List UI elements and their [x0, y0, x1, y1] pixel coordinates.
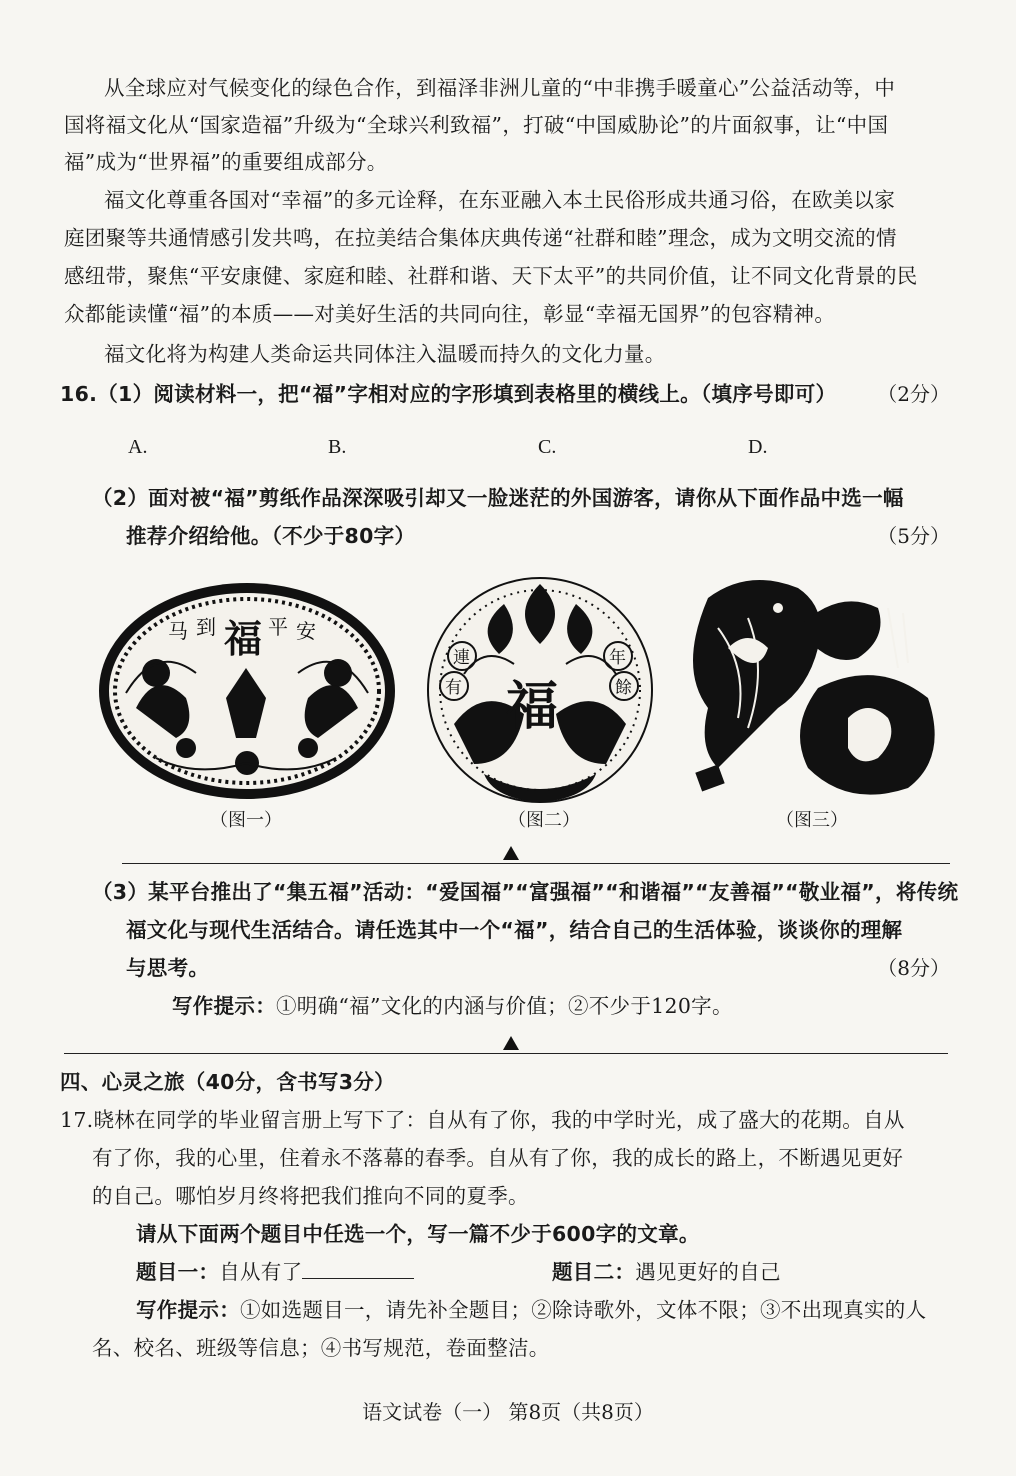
q17-line2: 有了你，我的心里，住着永不落幕的春季。自从有了你，我的成长的路上，不断遇见更好: [92, 1146, 904, 1170]
answer-area-marker-2: [503, 1036, 519, 1050]
passage-p2-line3: 感纽带，聚焦“平安康健、家庭和睦、社群和谐、天下太平”的共同价值，让不同文化背景的民: [64, 264, 918, 288]
fig2-char-nian: 年: [609, 648, 626, 668]
option-c: C.: [538, 436, 557, 458]
q16-hint: [172, 988, 1016, 1024]
answer-line-2: [64, 1053, 948, 1054]
fig2-main-fu: 福: [506, 676, 559, 737]
q16-part3-line2: 福文化与现代生活结合。请任选其中一个“福”，结合自己的生活体验，谈谈你的理解: [126, 918, 903, 942]
page-footer: 语文试卷（一） 第8页（共8页）: [362, 1400, 654, 1424]
q16-part2-line1: （2）面对被“福”剪纸作品深深吸引却又一脸迷茫的外国游客，请你从下面作品中选一幅: [92, 486, 904, 510]
fig1-char-dao: 到: [196, 615, 216, 639]
q16-part1-score: （2分）: [877, 382, 950, 406]
figure-3-caption: （图三）: [776, 810, 848, 831]
option-a: A.: [128, 436, 148, 458]
answer-area-marker-1: [503, 846, 519, 860]
q16-part2-line2: 推荐介绍给他。（不少于80字）: [126, 524, 416, 548]
fig1-main-fu: 福: [224, 616, 263, 661]
fig3-main-fu: 福: [688, 568, 689, 569]
fig1-char-ping: 平: [268, 615, 288, 639]
q16-part3-line3: 与思考。: [126, 956, 210, 980]
q16-part2-score: （5分）: [877, 524, 950, 548]
fig1-char-ma: 马: [168, 619, 188, 643]
answer-line-1: [122, 863, 950, 864]
fig1-char-an: 安: [296, 619, 316, 643]
option-d: D.: [748, 436, 768, 458]
section4-title: 四、心灵之旅（40分，含书写3分）: [60, 1070, 395, 1094]
q16-part1-text: 16.（1）阅读材料一，把“福”字相对应的字形填到表格里的横线上。（填序号即可）: [60, 382, 837, 406]
papercut-figure-2: [424, 574, 656, 806]
option-b: B.: [328, 436, 347, 458]
passage-p3-line1: 福文化将为构建人类命运共同体注入温暖而持久的文化力量。: [104, 342, 666, 366]
topic2-text: 遇见更好的自己: [635, 1260, 781, 1284]
q16-part3-score: （8分）: [877, 956, 950, 980]
q17-hint-line2: 名、校名、班级等信息；④书写规范，卷面整洁。: [92, 1336, 550, 1360]
passage-p1-line2: 国将福文化从“国家造福”升级为“全球兴利致福”，打破“中国威胁论”的片面叙事，让“中国: [64, 113, 889, 137]
q17-topic2: [552, 1254, 932, 1290]
figure-2-caption: （图二）: [508, 810, 580, 831]
q17-line1: 17.晓林在同学的毕业留言册上写下了：自从有了你，我的中学时光，成了盛大的花期。自从: [60, 1108, 905, 1132]
papercut-figure-1: [96, 578, 398, 804]
q17-hint-label: 写作提示：: [136, 1298, 240, 1322]
q17-instruction: 请从下面两个题目中任选一个，写一篇不少于600字的文章。: [136, 1222, 700, 1246]
passage-p1-line1: 从全球应对气候变化的绿色合作，到福泽非洲儿童的“中非携手暖童心”公益活动等，中: [104, 76, 896, 100]
q17-hint-text1: ①如选题目一，请先补全题目；②除诗歌外，文体不限；③不出现真实的人: [240, 1298, 927, 1322]
q16-hint-label: 写作提示：: [172, 994, 276, 1018]
topic1-label: 题目一：: [136, 1260, 220, 1284]
figure-1-caption: （图一）: [210, 810, 282, 831]
passage-p1-line3: 福”成为“世界福”的重要组成部分。: [64, 150, 388, 174]
topic1-blank: [302, 1256, 414, 1279]
q17-hint-line1: [136, 1292, 1016, 1328]
papercut-figure-3: [688, 568, 948, 798]
passage-p2-line1: 福文化尊重各国对“幸福”的多元诠释，在东亚融入本土民俗形成共通习俗，在欧美以家: [104, 188, 896, 212]
fig1-char-fu-small: 福: [96, 578, 97, 579]
topic1-text: 自从有了: [219, 1260, 303, 1284]
q16-hint-text: ①明确“福”文化的内涵与价值；②不少于120字。: [276, 994, 733, 1018]
fig2-char-lian: 連: [453, 648, 470, 668]
q16-part3-line1: （3）某平台推出了“集五福”活动：“爱国福”“富强福”“和谐福”“友善福”“敬业福”，将传统: [92, 880, 959, 904]
fig2-char-you: 有: [445, 678, 462, 698]
topic2-label: 题目二：: [552, 1260, 636, 1284]
passage-p2-line2: 庭团聚等共通情感引发共鸣，在拉美结合集体庆典传递“社群和睦”理念，成为文明交流的情: [64, 226, 897, 250]
q17-line3: 的自己。哪怕岁月终将把我们推向不同的夏季。: [92, 1184, 529, 1208]
fig2-char-yu: 餘: [615, 678, 632, 698]
passage-p2-line4: 众都能读懂“福”的本质——对美好生活的共同向往，彰显“幸福无国界”的包容精神。: [64, 302, 836, 326]
